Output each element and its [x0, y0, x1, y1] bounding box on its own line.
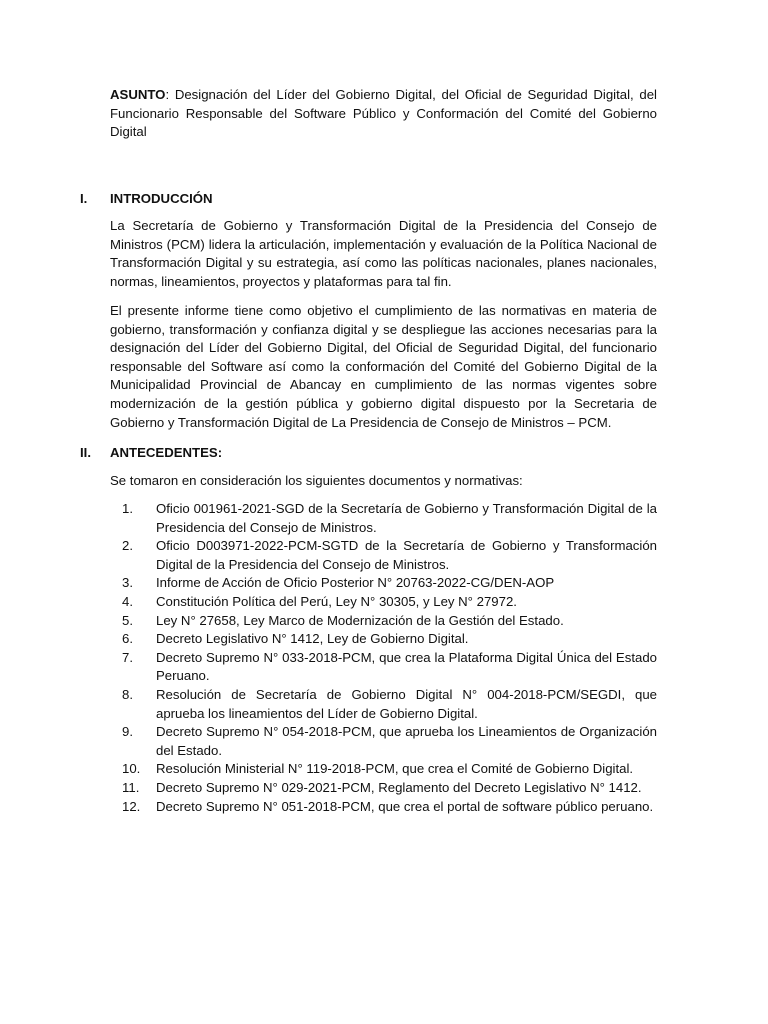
list-item-number: 4.	[122, 593, 133, 609]
list-item	[110, 798, 657, 817]
antecedentes-intro: Se tomaron en consideración los siguientes documentos y normativas:	[110, 473, 523, 488]
section-title: INTRODUCCIÓN	[110, 191, 213, 206]
list-item-text: Decreto Supremo N° 054-2018-PCM, que aprueba los Lineamientos de Organización del Estado.	[156, 724, 657, 758]
intro-paragraph-2: El presente informe tiene como objetivo el cumplimiento de las normativas en materia de gobierno, transformación y confianza digital y se despliegue las acciones necesarias para la designación del Líder del Gobierno Digital, del Oficial de Seguridad Digital, del funcionario responsable del Software así como la conformación del Comité del Gobierno Digital de la Municipalidad Provincial de Abancay en cumplimiento de las normas vigentes sobre modernización de la gestión pública y gobierno digital dispuesto por la Secretaria de Gobierno y Transformación Digital de La Presidencia de Consejo de Ministros – PCM.	[110, 303, 657, 430]
list-item-number: 3.	[122, 575, 133, 591]
list-item	[110, 612, 657, 631]
list-item	[110, 686, 657, 723]
list-item-text: Oficio D003971-2022-PCM-SGTD de la Secretaría de Gobierno y Transformación Digital de la Presidencia del Consejo de Ministros.	[156, 538, 657, 572]
list-item	[110, 537, 657, 574]
list-item	[110, 574, 657, 593]
list-item-text: Decreto Supremo N° 029-2021-PCM, Reglamento del Decreto Legislativo N° 1412.	[156, 779, 642, 795]
list-item	[110, 779, 657, 798]
list-item-text: Ley N° 27658, Ley Marco de Modernización de la Gestión del Estado.	[156, 612, 564, 628]
section-heading-antecedentes	[80, 444, 660, 462]
list-item-text: Informe de Acción de Oficio Posterior N° 20763-2022-CG/DEN-AOP	[156, 575, 555, 591]
list-item-number: 7.	[122, 649, 133, 665]
list-item	[110, 723, 657, 760]
list-item-text: Resolución Ministerial N° 119-2018-PCM, que crea el Comité de Gobierno Digital.	[156, 761, 634, 777]
section-heading-introduccion	[80, 190, 660, 208]
list-item	[110, 593, 657, 612]
list-item-number: 10.	[122, 761, 141, 777]
list-item-number: 2.	[122, 538, 133, 554]
list-item	[110, 760, 657, 779]
list-item-number: 9.	[122, 724, 133, 740]
list-item-number: 6.	[122, 631, 133, 647]
list-item-text: Constitución Política del Perú, Ley N° 30305, y Ley N° 27972.	[156, 593, 517, 609]
list-item-number: 12.	[122, 798, 141, 814]
normativas-list	[110, 500, 657, 816]
list-item-number: 1.	[122, 501, 133, 516]
list-item-number: 8.	[122, 686, 133, 702]
subject-label: ASUNTO	[110, 87, 166, 102]
list-item-text: Oficio 001961-2021-SGD de la Secretaría de Gobierno y Transformación Digital de la Presidencia del Consejo de Ministros.	[156, 501, 657, 535]
section-title: ANTECEDENTES:	[110, 445, 223, 460]
list-item-text: Resolución de Secretaría de Gobierno Digital N° 004-2018-PCM/SEGDI, que aprueba los lineamientos del Líder de Gobierno Digital.	[156, 686, 657, 721]
list-item-number: 5.	[122, 612, 133, 628]
list-item-text: Decreto Supremo N° 033-2018-PCM, que crea la Plataforma Digital Única del Estado Peruano.	[156, 649, 657, 684]
list-item	[110, 630, 657, 649]
list-item-text: Decreto Legislativo N° 1412, Ley de Gobierno Digital.	[156, 631, 469, 647]
list-item-number: 11.	[122, 779, 140, 795]
list-item-text: Decreto Supremo N° 051-2018-PCM, que crea el portal de software público peruano.	[156, 798, 654, 814]
intro-paragraph-1: La Secretaría de Gobierno y Transformación Digital de la Presidencia del Consejo de Ministros (PCM) lidera la articulación, implementación y evaluación de la Política Nacional de Transformación Digital y su estrategia, así como las políticas nacionales, planes nacionales, normas, lineamientos, proyectos y plataformas para tal fin.	[110, 218, 657, 289]
section-number: I.	[80, 191, 88, 206]
subject-text: : Designación del Líder del Gobierno Digital, del Oficial de Seguridad Digital, del Funcionario Responsable del Software Público y Conformación del Comité del Gobierno Digital	[110, 87, 657, 140]
list-item	[110, 649, 657, 686]
section-number: II.	[80, 445, 91, 460]
list-item	[110, 500, 657, 537]
subject-paragraph	[110, 86, 657, 142]
